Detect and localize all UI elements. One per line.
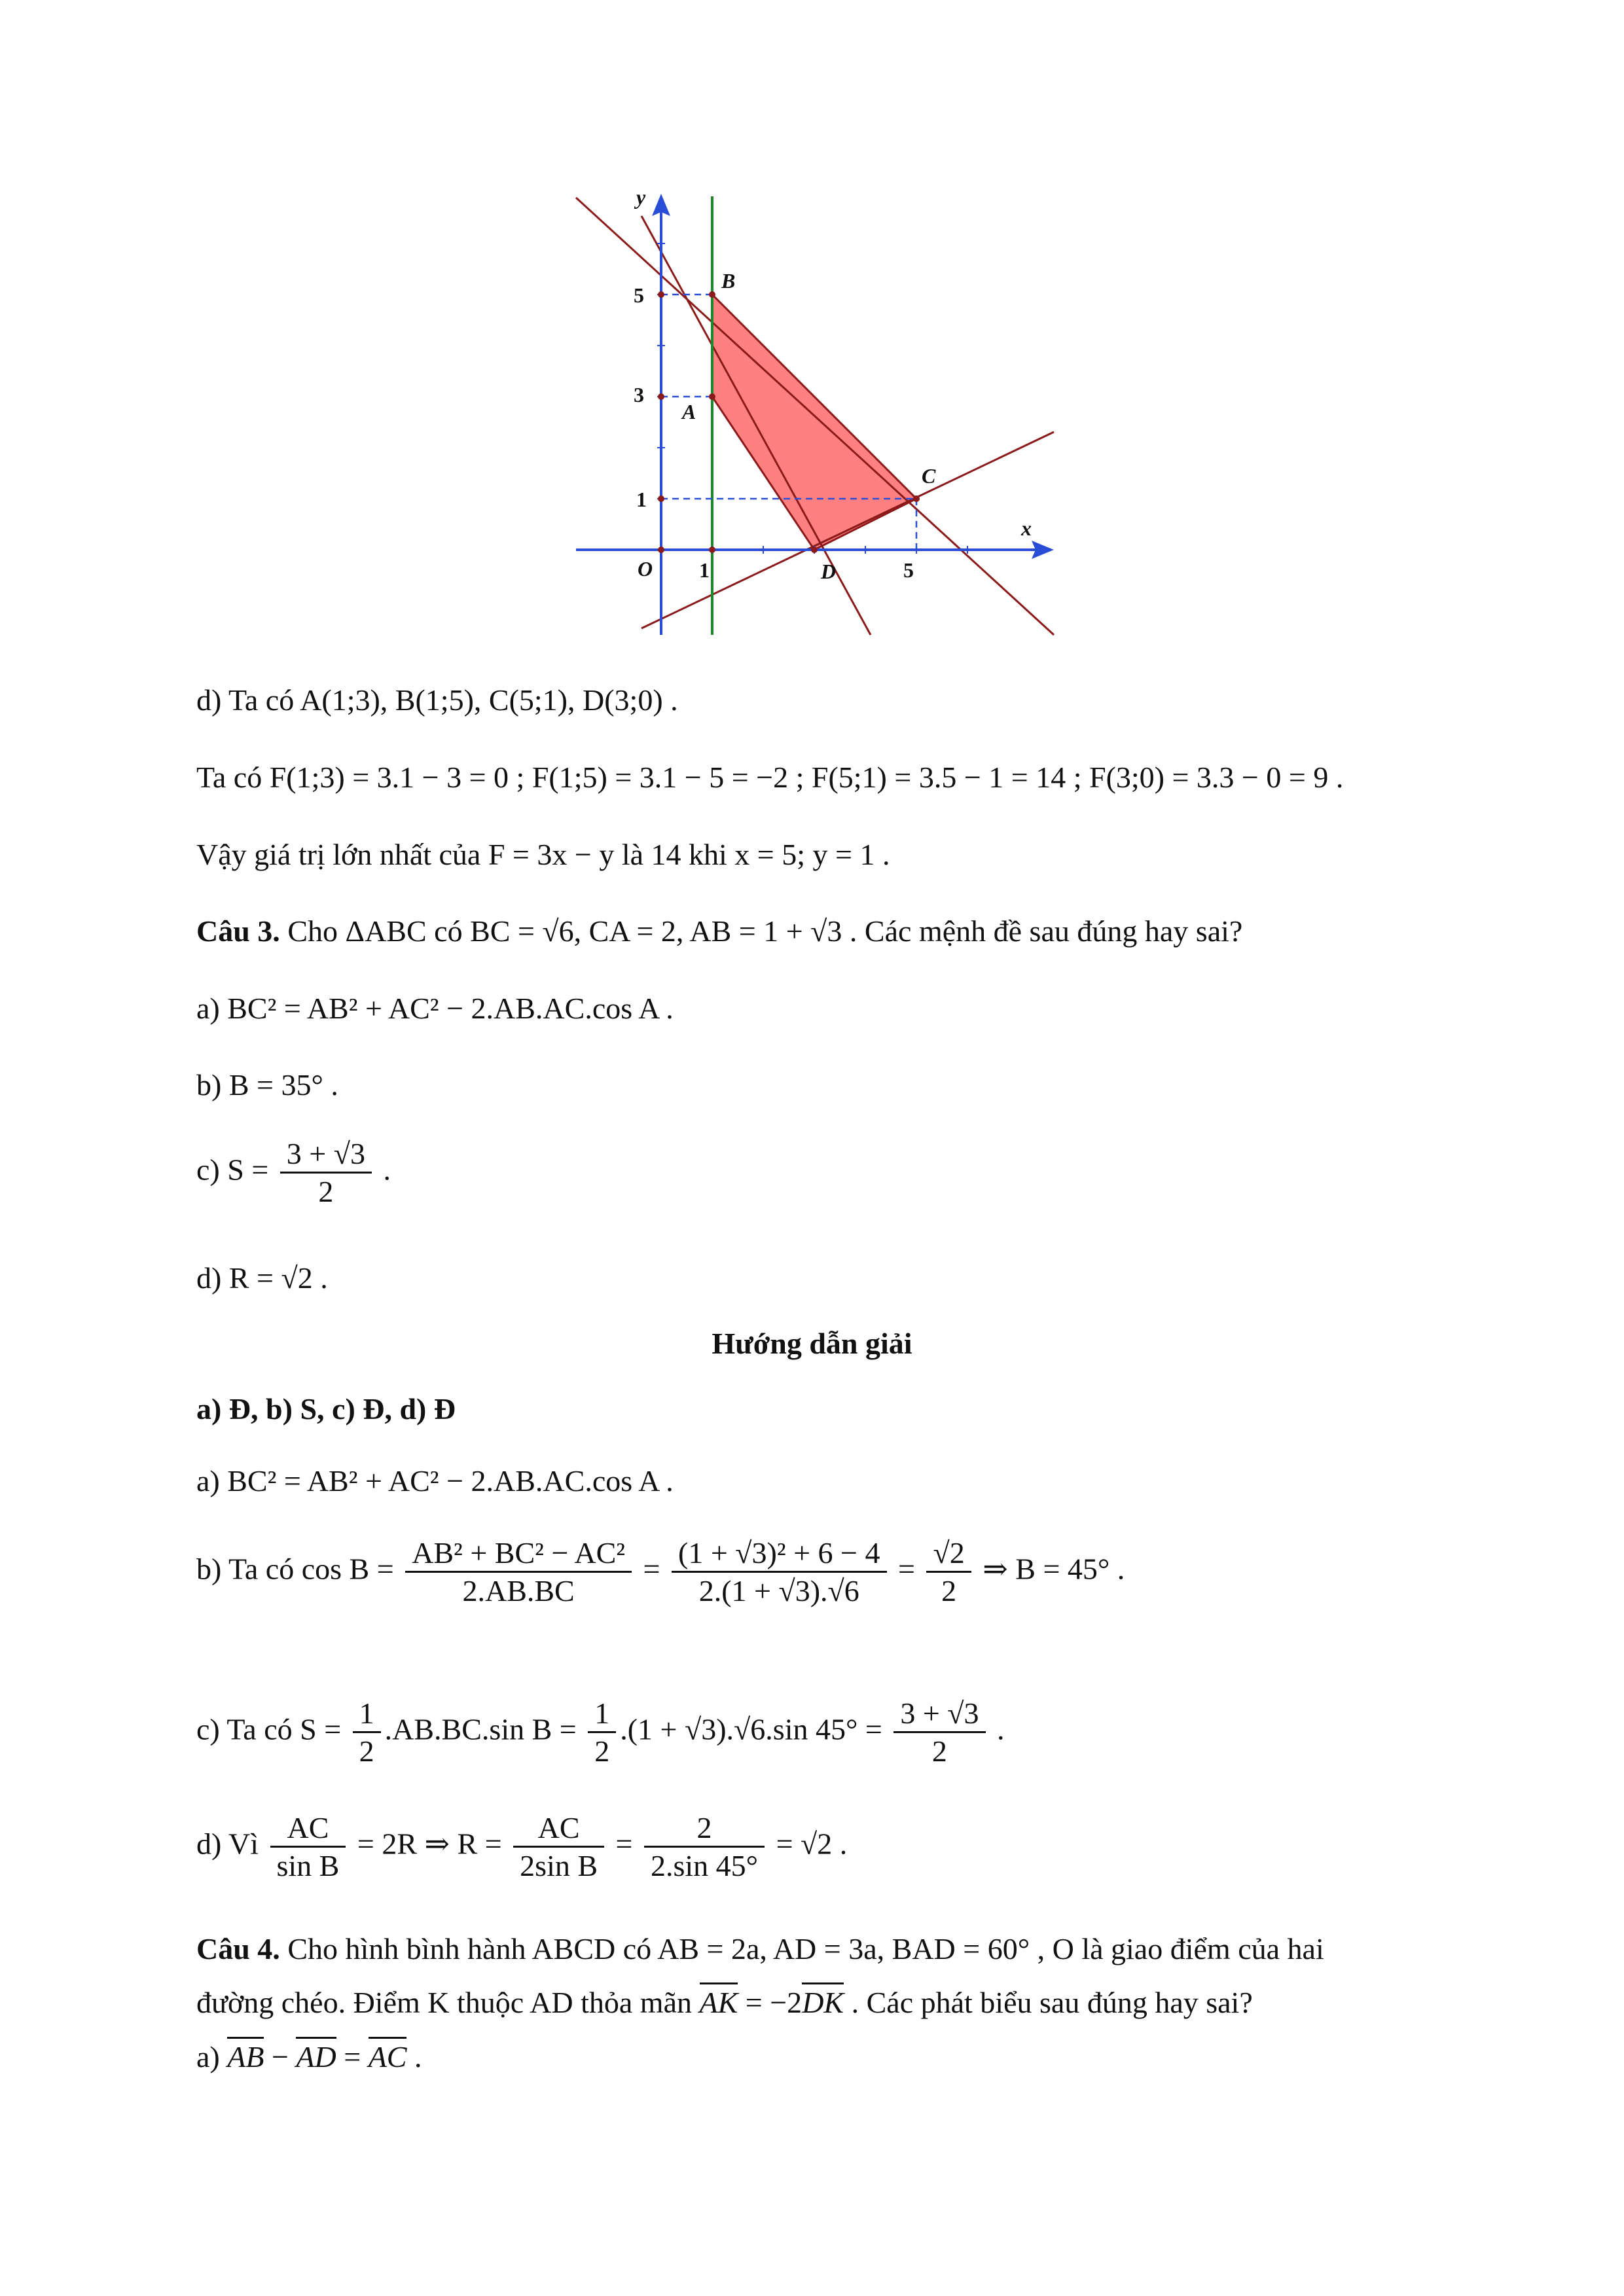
fraction: $\frac{3 + √3}{2}$ — [280, 1136, 372, 1210]
label-y: y — [636, 190, 646, 209]
question-3-a: a) BC² = AB² + AC² − 2.AB.AC.cos A . — [196, 992, 674, 1025]
tick-y-5: 5 — [634, 283, 644, 307]
label-point-a: A — [682, 400, 696, 423]
solution-d-points: d) Ta có A(1;3), B(1;5), C(5;1), D(3;0) . — [196, 683, 678, 717]
label-point-d: D — [821, 560, 837, 583]
guide-answer: a) Đ, b) S, c) Đ, d) Đ — [196, 1392, 456, 1426]
tick-y-1: 1 — [636, 488, 647, 511]
solution-d-conclusion: Vậy giá trị lớn nhất của F = 3x − y là 14 khi x = 5; y = 1 . — [196, 838, 890, 871]
question-3-c: c) S = $\frac{3 + √3}{2}$ . — [196, 1136, 391, 1210]
point-d — [811, 547, 818, 553]
tick-y-3: 3 — [634, 383, 644, 406]
guide-a: a) BC² = AB² + AC² − 2.AB.AC.cos A . — [196, 1464, 674, 1498]
label-origin: O — [638, 557, 653, 581]
label-point-b: B — [721, 269, 736, 293]
question-4-text: Cho hình bình hành ABCD có AB = 2a, AD = 3a, BAD = 60° , O là giao điểm của hai — [280, 1932, 1324, 1965]
question-4-a: a) AB − AD = AC . — [196, 2039, 422, 2075]
tick-x-1: 1 — [699, 558, 710, 582]
tick-x-5: 5 — [903, 558, 914, 582]
question-3 — [196, 913, 1242, 949]
solution-d-values: Ta có F(1;3) = 3.1 − 3 = 0 ; F(1;5) = 3.1 − 5 = −2 ; F(5;1) = 3.5 − 1 = 14 ; F(3;0) = 3.3 − 0 = 9 . — [196, 761, 1344, 794]
question-4-line2: đường chéo. Điểm K thuộc AD thỏa mãn AK = −2DK . Các phát biểu sau đúng hay sai? — [196, 1984, 1253, 2020]
guide-title: Hướng dẫn giải — [712, 1327, 912, 1360]
guide-d: d) Vì $\frac{AC}{\text{sin B}}$ = 2R ⇒ R = $\frac{AC}{\text{2sin B}}$ = $\frac{2}{2.\sin 45^\circ}$ = √2 . — [196, 1811, 848, 1883]
point-a — [709, 393, 715, 400]
point-c — [913, 495, 920, 502]
question-3-label: Câu 3. — [196, 914, 280, 948]
guide-c: c) Ta có S = $\frac{1}{2}$ .AB.BC.sin B = $\frac{1}{2}$ .(1 + √3).√6.sin 45° = $\frac{3 + √3}{2}$ . — [196, 1696, 1005, 1768]
question-3-d: d) R = √2 . — [196, 1261, 328, 1295]
guide-b: b) Ta có cos B = $\frac{\text{AB² + BC² − AC²}}{2.AB.BC}$ = $\frac{\text{(1 + √3)² + 6 − 4}}{2.(1 + √3).√6}$ = $\frac{√2}{2}$ ⇒ B = 45° . — [196, 1536, 1125, 1608]
question-3-b: b) B = 35° . — [196, 1068, 338, 1102]
point-b — [709, 291, 715, 298]
question-4-label: Câu 4. — [196, 1932, 280, 1965]
label-x: x — [1021, 516, 1032, 540]
coordinate-graph — [569, 190, 1067, 661]
label-point-c: C — [922, 464, 936, 488]
question-4 — [196, 1931, 1324, 1967]
question-3-text: Cho ΔABC có BC = √6, CA = 2, AB = 1 + √3 . Các mệnh đề sau đúng hay sai? — [280, 914, 1243, 948]
